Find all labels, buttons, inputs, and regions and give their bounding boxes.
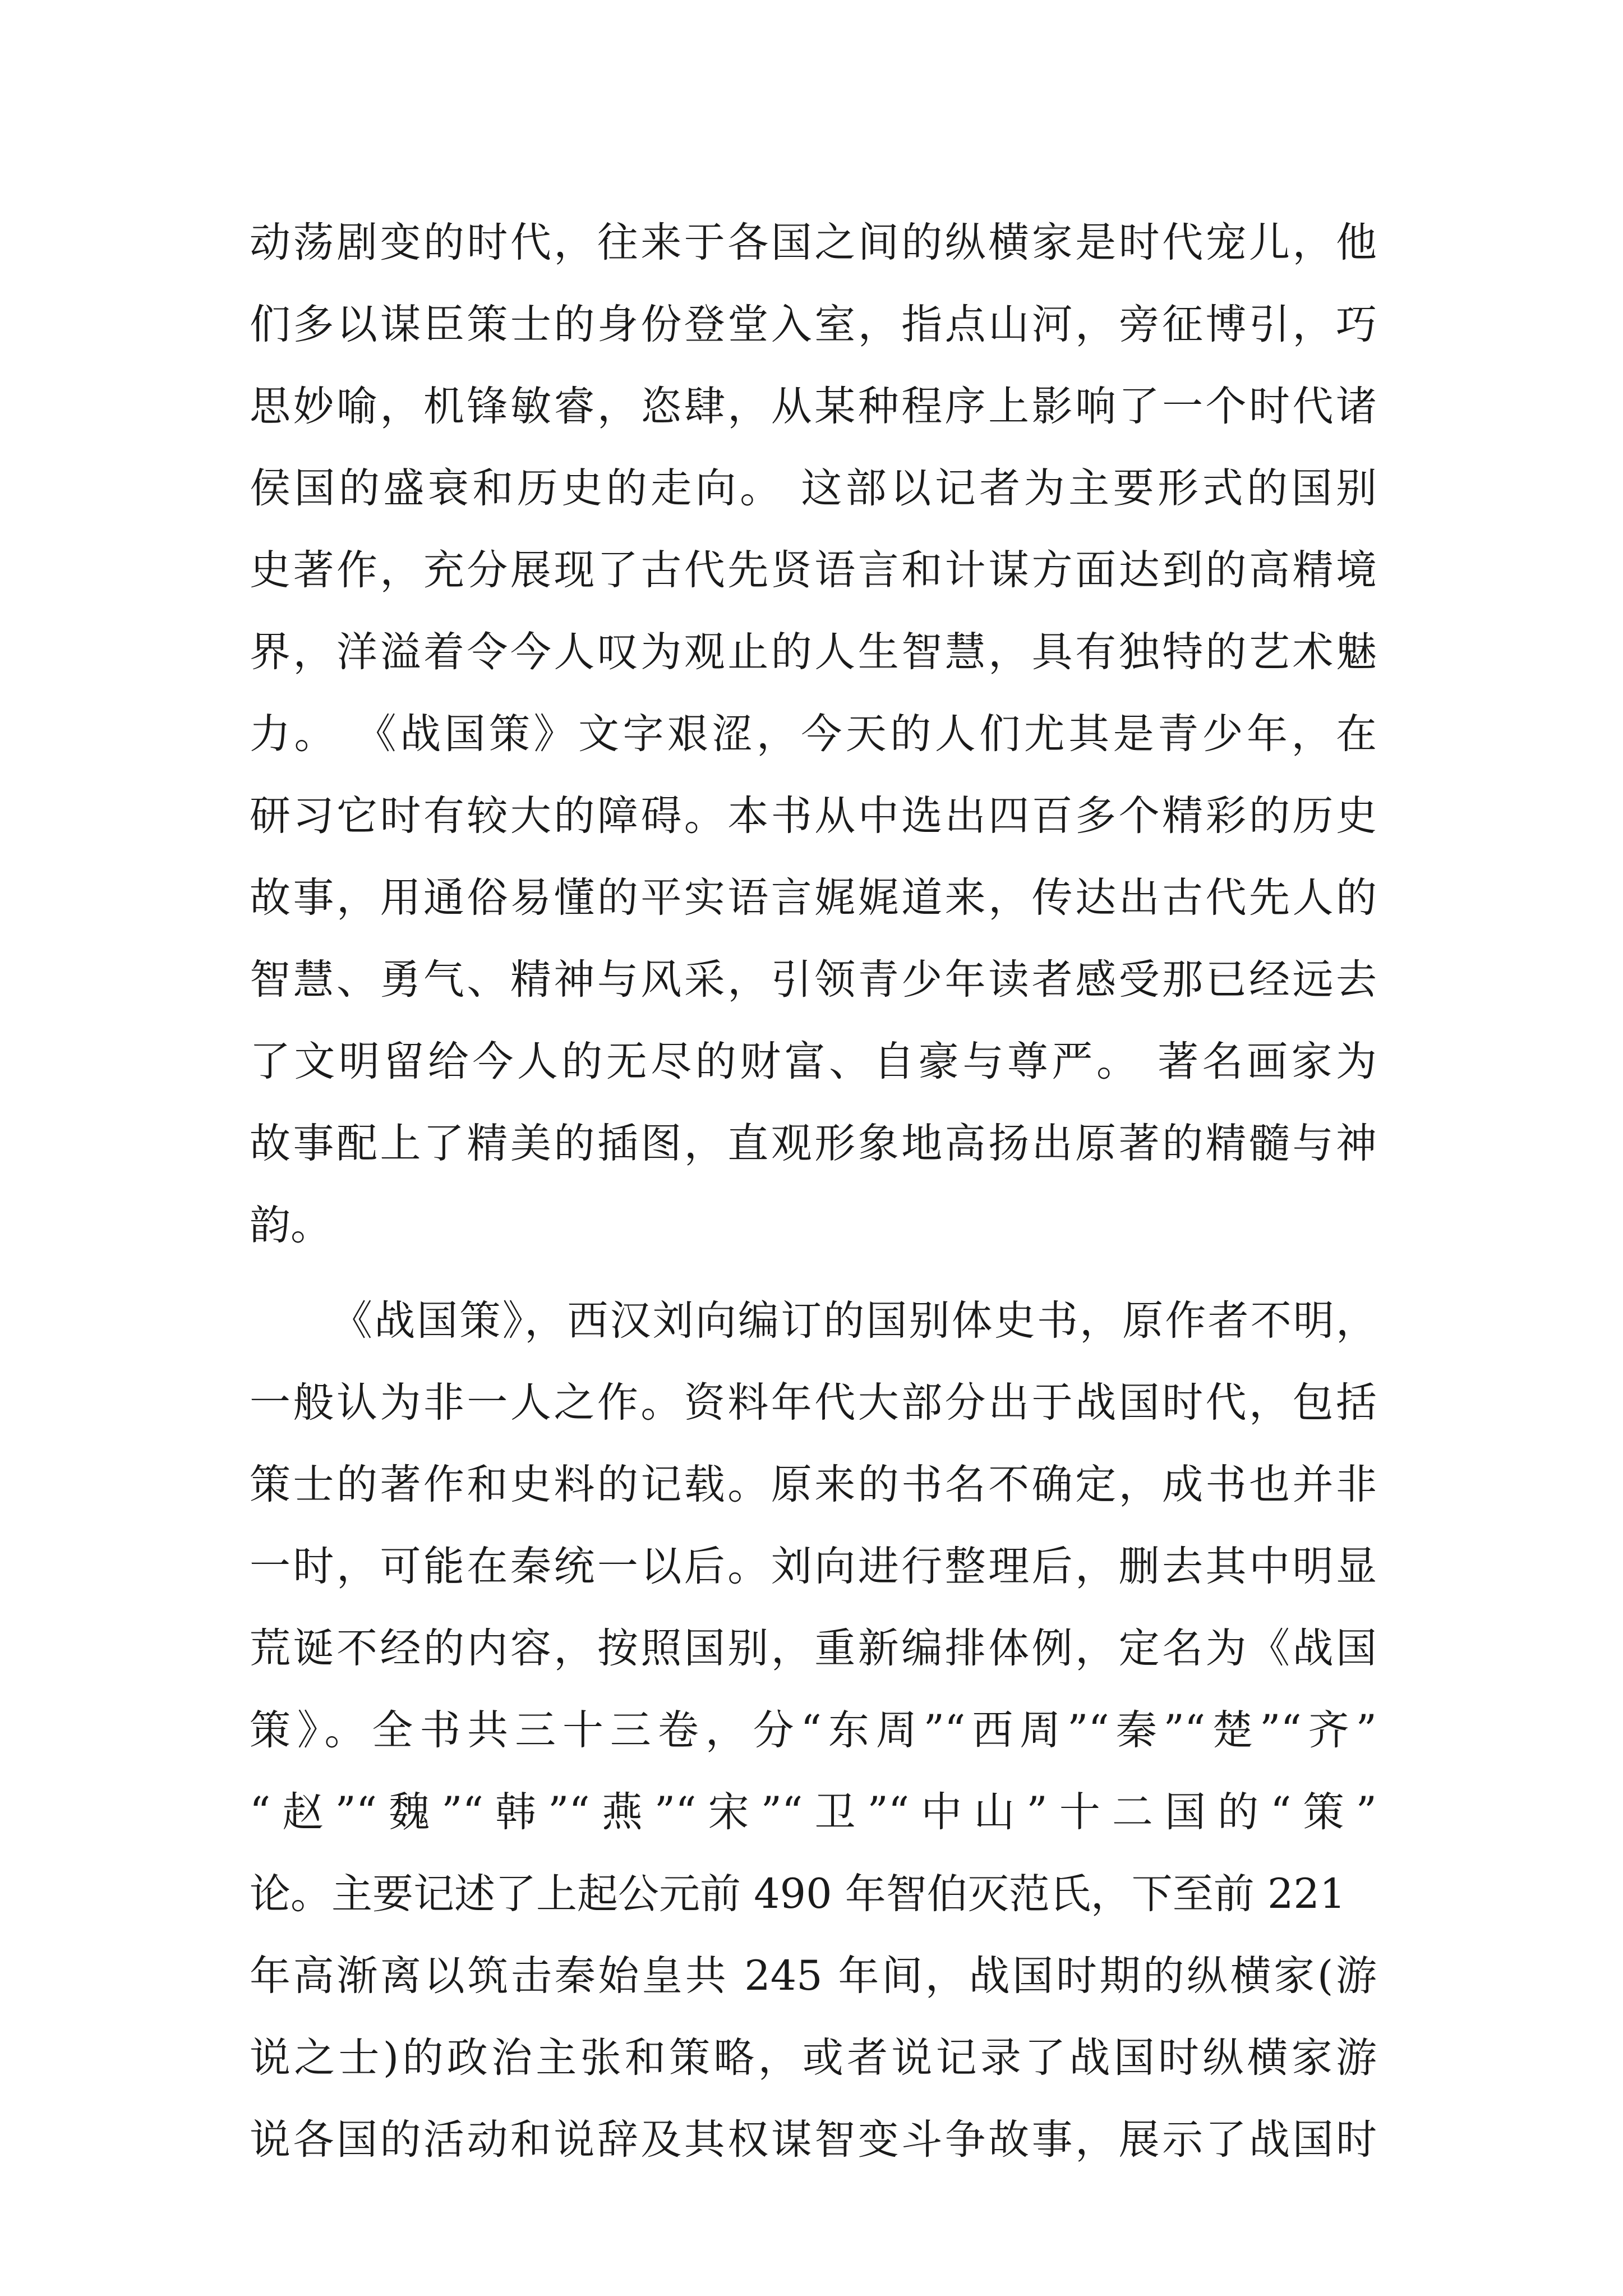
text-line: 故事配上了精美的插图，直观形象地高扬出原著的精髓与神 — [250, 1120, 1377, 1167]
text-line: 力。 《战国策》文字艰涩，今天的人们尤其是青少年，在 — [250, 710, 1377, 758]
text-line: 策士的著作和史料的记载。原来的书名不确定，成书也并非 — [250, 1461, 1377, 1508]
paragraph-1 — [250, 202, 1377, 1267]
text-line: 说之士)的政治主张和策略，或者说记录了战国时纵横家游 — [250, 2034, 1377, 2082]
text-line: 侯国的盛衰和历史的走向。 这部以记者为主要形式的国别 — [250, 464, 1377, 512]
body-text — [250, 202, 1377, 2181]
paragraph-2 — [250, 1280, 1377, 2181]
text-line: 史著作，充分展现了古代先贤语言和计谋方面达到的高精境 — [250, 546, 1377, 594]
text-line: 策》。全书共三十三卷，分“东周”“西周”“秦”“楚”“齐” — [250, 1706, 1377, 1754]
text-line: 们多以谋臣策士的身份登堂入室，指点山河，旁征博引，巧 — [250, 301, 1377, 348]
text-line: 一时，可能在秦统一以后。刘向进行整理后，删去其中明显 — [250, 1543, 1377, 1590]
text-line: 一般认为非一人之作。资料年代大部分出于战国时代，包括 — [250, 1379, 1377, 1427]
text-line: 了文明留给今人的无尽的财富、自豪与尊严。 著名画家为 — [250, 1038, 1377, 1085]
text-line: 韵。 — [250, 1202, 331, 1249]
text-line: 故事，用通俗易懂的平实语言娓娓道来，传达出古代先人的 — [250, 874, 1377, 922]
text-line: 论。主要记述了上起公元前 490 年智伯灭范氏，下至前 221 — [250, 1870, 1346, 1918]
text-line: 思妙喻，机锋敏睿，恣肆，从某种程序上影响了一个时代诸 — [250, 383, 1377, 430]
text-line: 《战国策》，西汉刘向编订的国别体史书，原作者不明， — [331, 1297, 1377, 1345]
text-line: 说各国的活动和说辞及其权谋智变斗争故事，展示了战国时 — [250, 2116, 1377, 2164]
text-line: 年高渐离以筑击秦始皇共 245 年间，战国时期的纵横家(游 — [250, 1952, 1377, 2000]
text-line: “赵”“魏”“韩”“燕”“宋”“卫”“中山”十二国的“策” — [250, 1788, 1377, 1836]
text-line: 荒诞不经的内容，按照国别，重新编排体例，定名为《战国 — [250, 1625, 1377, 1672]
text-line: 智慧、勇气、精神与风采，引领青少年读者感受那已经远去 — [250, 956, 1377, 1004]
text-line: 研习它时有较大的障碍。本书从中选出四百多个精彩的历史 — [250, 792, 1377, 840]
text-line: 界，洋溢着令今人叹为观止的人生智慧，具有独特的艺术魅 — [250, 628, 1377, 676]
text-line: 动荡剧变的时代，往来于各国之间的纵横家是时代宠儿，他 — [250, 219, 1377, 266]
paragraph-spacer — [250, 1267, 1377, 1280]
